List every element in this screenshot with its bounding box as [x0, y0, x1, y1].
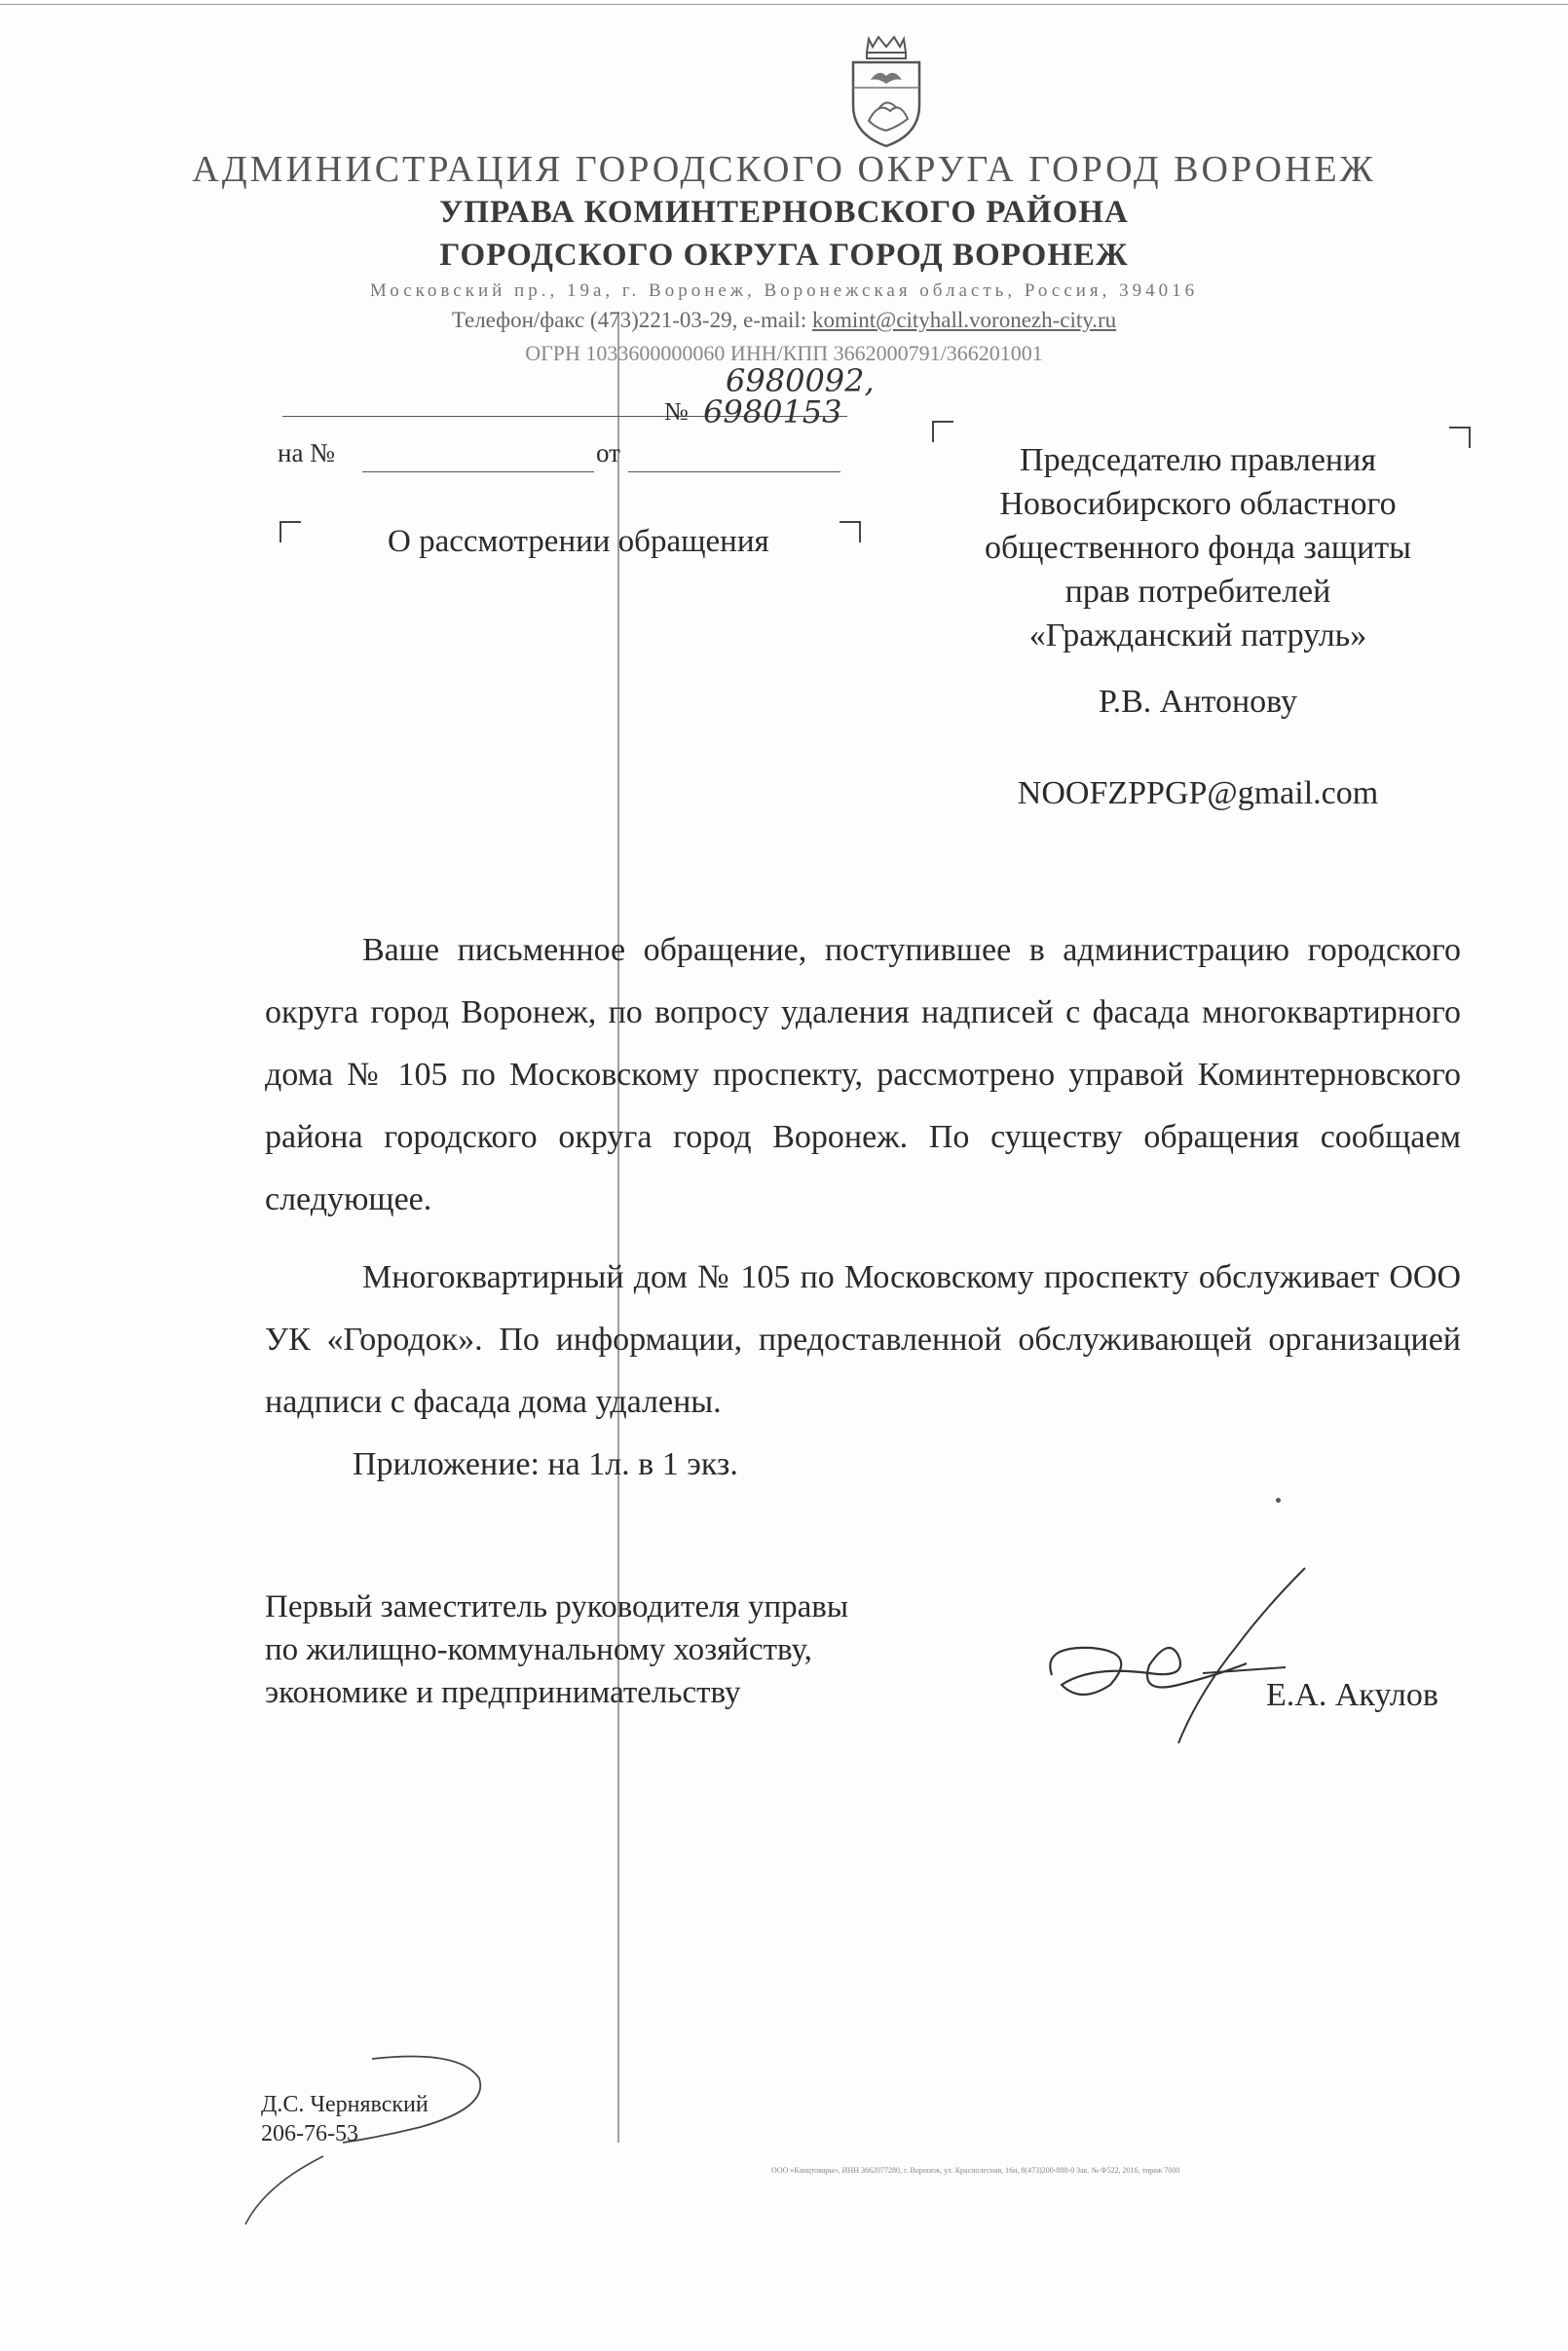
attachment-note: Приложение: на 1л. в 1 экз. [353, 1446, 738, 1482]
signatory-name: Е.А. Акулов [1266, 1677, 1438, 1713]
header-address: Московский пр., 19а, г. Воронеж, Воронежская область, Россия, 394016 [369, 280, 1199, 301]
header-city-district: ГОРОДСКОГО ОКРУГА ГОРОД ВОРОНЕЖ [439, 238, 1129, 273]
signatory-position-line: экономике и предпринимательству [265, 1675, 741, 1710]
executor-phone: 206-76-53 [261, 2121, 358, 2146]
subject-line: О рассмотрении обращения [388, 524, 769, 559]
addressee-name: Р.В. Антонову [1098, 684, 1298, 720]
addressee-line: общественного фонда защиты [984, 530, 1411, 566]
reply-number-blank-line [362, 471, 594, 472]
header-phone: Телефон/факс (473)221-03-29, e-mail: [451, 308, 812, 332]
signatory-position-line: по жилищно-коммунальному хозяйству, [265, 1632, 812, 1667]
executor-name: Д.С. Чернявский [261, 2092, 429, 2117]
printer-imprint: ООО «Канцтовары», ИНН 3662077280, г. Воронеж, ул. Краснолесная, 16и, 8(473)200-888-0 Зак. № Ф522, 2016, тираж 7000 [771, 2166, 1180, 2175]
addressee-line: прав потребителей [1064, 574, 1331, 610]
reply-date-blank-line [628, 471, 840, 472]
addressee-line: Председателю правления [1020, 442, 1376, 478]
addressee-line: Новосибирского областного [999, 486, 1397, 522]
header-administration: АДМИНИСТРАЦИЯ ГОРОДСКОГО ОКРУГА ГОРОД ВОРОНЕЖ [192, 149, 1376, 190]
executor-block [261, 2090, 429, 2148]
subject-corner-right [840, 521, 861, 542]
header-contacts [0, 308, 1568, 333]
addressee-block [935, 438, 1461, 657]
addressee-email[interactable]: NOOFZPPGP@gmail.com [1017, 775, 1379, 811]
city-coat-of-arms-icon [840, 33, 933, 150]
reg-number-label: № [664, 397, 689, 426]
header-registration-ids: ОГРН 1033600000060 ИНН/КПП 3662000791/366201001 [525, 341, 1043, 365]
top-edge-rule [0, 4, 1568, 5]
reply-date-label: от [596, 438, 620, 467]
handwritten-reg-number-2: 6980153 [703, 393, 842, 430]
scan-speck [1276, 1498, 1281, 1503]
header-uprava: УПРАВА КОМИНТЕРНОВСКОГО РАЙОНА [439, 195, 1129, 230]
addressee-line: «Гражданский патруль» [1028, 617, 1367, 653]
reply-to-number-label: на № [278, 438, 335, 467]
header-email-link[interactable]: komint@cityhall.voronezh-city.ru [811, 308, 1117, 332]
signatory-position [265, 1586, 848, 1714]
signatory-position-line: Первый заместитель руководителя управы [265, 1589, 849, 1624]
handwritten-signature-icon [1032, 1558, 1334, 1753]
subject-corner-left [280, 521, 301, 542]
handwritten-reg-number-1: 6980092, [726, 362, 875, 399]
body-paragraph-1: Ваше письменное обращение, поступившее в администрацию городского округа город Воронеж, по вопросу удаления надписей с фасада многоквартирного дома № 105 по Московскому проспекту, рассмотрено управой Коминтерновского района городского округа город Воронеж. По существу обращения сообщаем следующее. [265, 932, 1461, 1217]
body-paragraph-2: Многоквартирный дом № 105 по Московскому проспекту обслуживает ООО УК «Городок». По информации, предоставленной обслуживающей организацией надписи с фасада дома удалены. [265, 1259, 1461, 1420]
